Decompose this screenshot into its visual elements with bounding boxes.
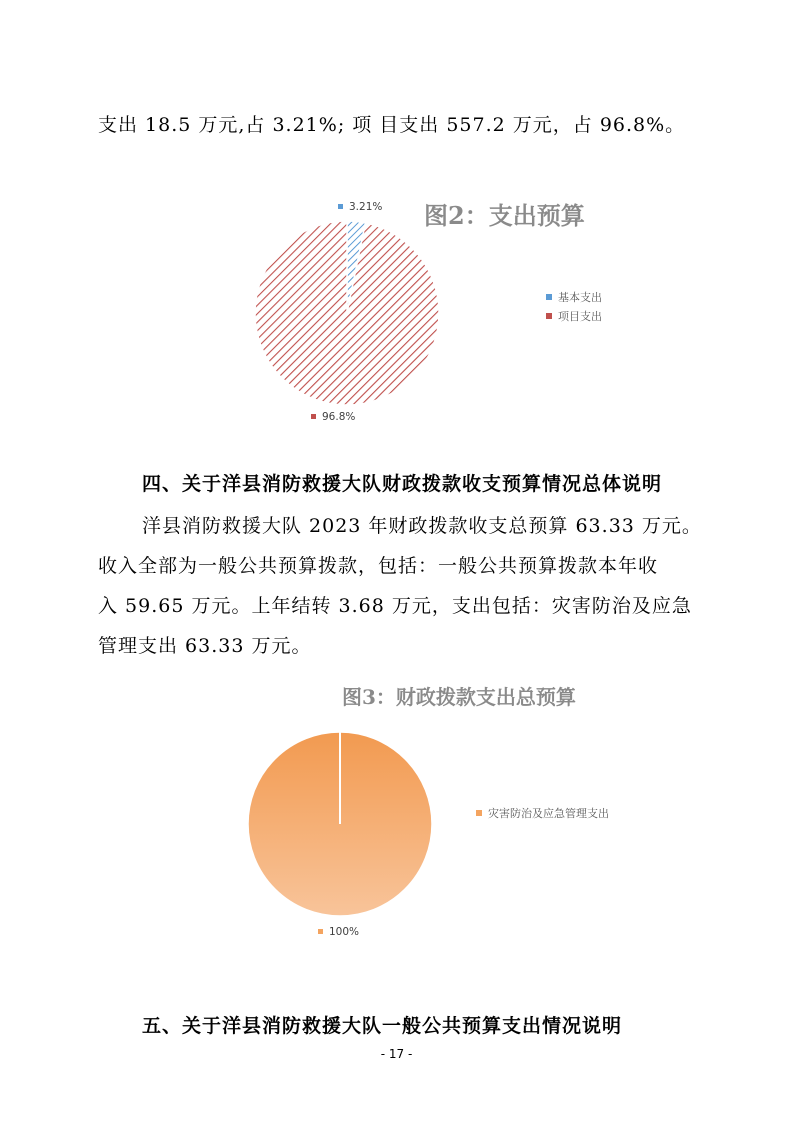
legend-item-basic [546, 290, 602, 305]
legend-swatch-icon [546, 313, 552, 319]
paragraph-line: 入 59.65 万元。上年结转 3.68 万元，支出包括：灾害防治及应急 [98, 595, 692, 617]
legend-swatch-icon [546, 294, 552, 300]
legend-item-project [546, 309, 602, 324]
legend-chart-3 [476, 806, 616, 821]
data-label-basic [338, 201, 382, 213]
pie-chart-2 [247, 213, 447, 413]
paragraph-line: 管理支出 63.33 万元。 [98, 635, 312, 657]
label-marker-icon [311, 414, 316, 419]
data-label-total [318, 926, 359, 938]
legend-label: 项目支出 [558, 310, 602, 323]
data-label-text: 3.21% [349, 201, 383, 213]
legend-swatch-icon [476, 810, 482, 816]
label-marker-icon [338, 204, 343, 209]
legend-chart-2 [546, 290, 602, 324]
page-number: - 17 - [380, 1047, 413, 1061]
data-label-text: 100% [329, 926, 360, 938]
data-label-project [311, 411, 355, 423]
pie-chart-3 [240, 724, 440, 924]
label-marker-icon [318, 929, 323, 934]
paragraph-line: 洋县消防救援大队 2023 年财政拨款收支总预算 63.33 万元。 [142, 515, 702, 537]
pie-slice-2 [255, 221, 439, 405]
section-heading-4: 四、关于洋县消防救援大队财政拨款收支预算情况总体说明 [142, 473, 663, 495]
data-label-text: 96.8% [322, 411, 356, 423]
legend-label: 灾害防治及应急管理支出 [488, 807, 609, 820]
section-heading-5: 五、关于洋县消防救援大队一般公共预算支出情况说明 [142, 1015, 623, 1037]
legend-item-disaster [476, 806, 616, 821]
legend-label: 基本支出 [558, 291, 602, 304]
text-line-expenditure: 支出 18.5 万元,占 3.21%; 项 目支出 557.2 万元，占 96.8%。 [98, 114, 686, 136]
chart-title: 图3：财政拨款支出总预算 [342, 685, 576, 709]
paragraph-line: 收入全部为一般公共预算拨款，包括：一般公共预算拨款本年收 [98, 555, 659, 577]
chart-title: 图2：支出预算 [424, 201, 585, 230]
